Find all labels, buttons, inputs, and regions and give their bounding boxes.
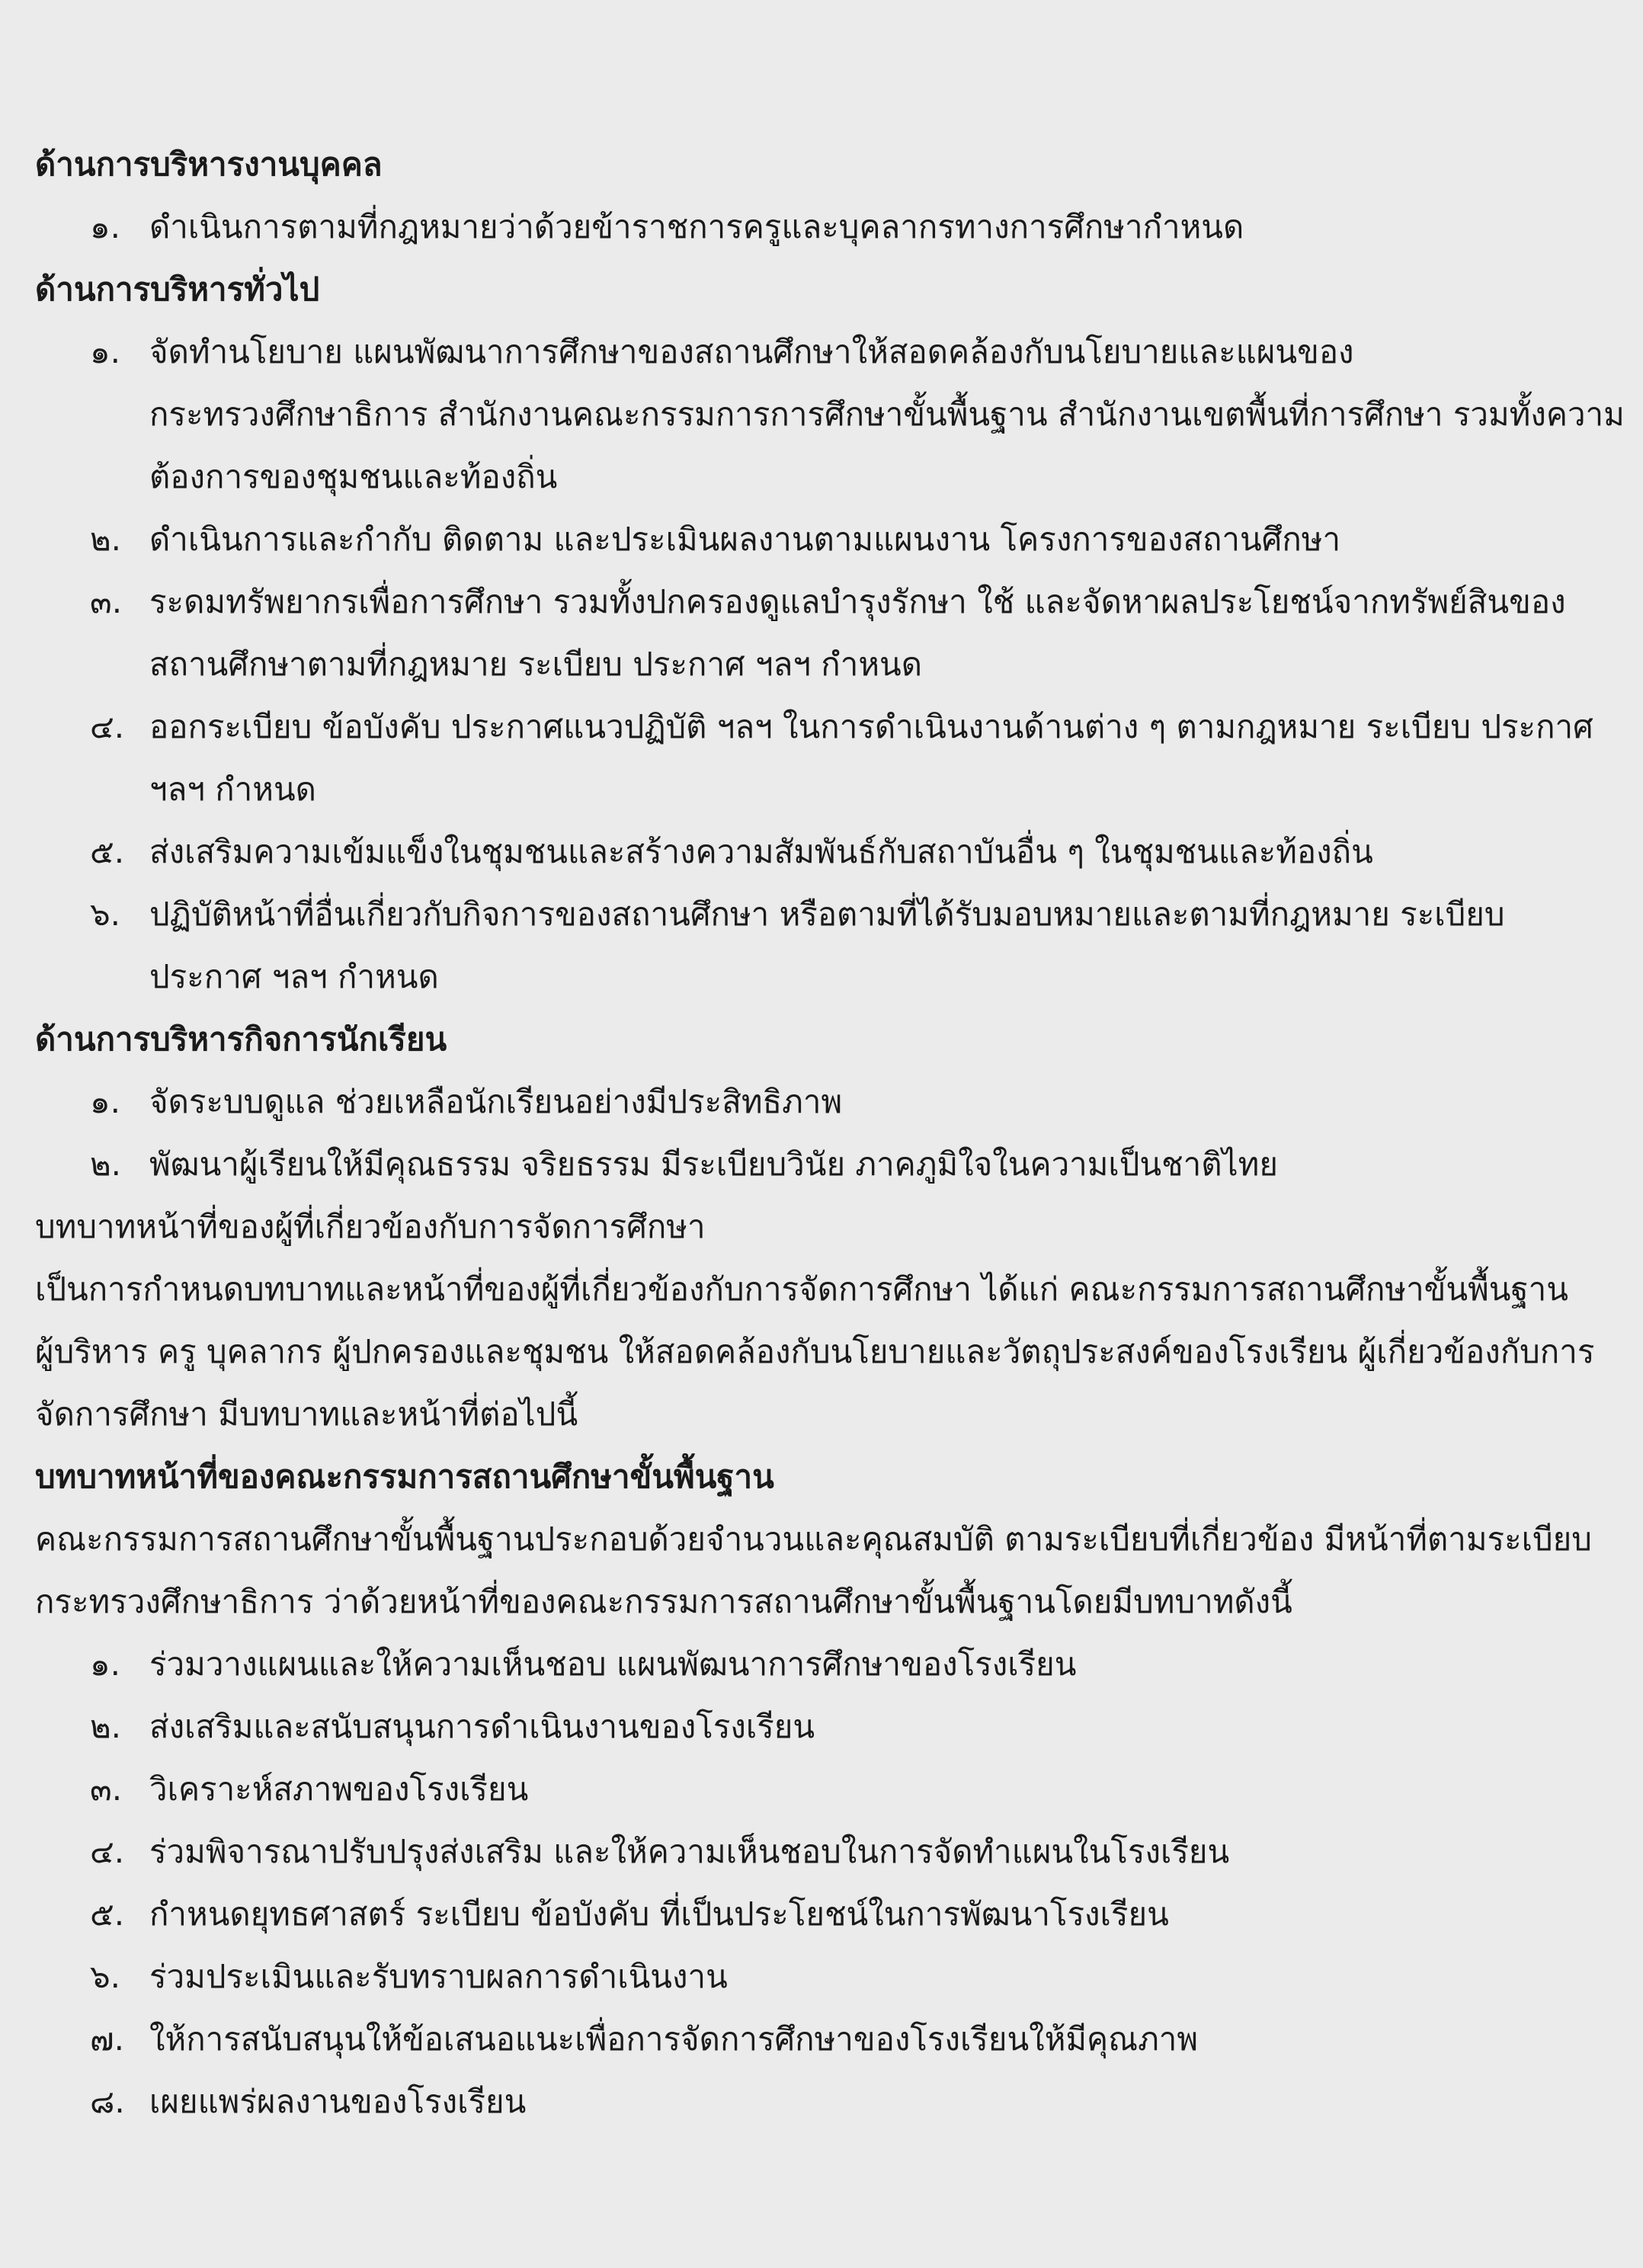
- item-text: ร่วมวางแผนและให้ความเห็นชอบ แผนพัฒนาการศึกษาของโรงเรียน: [149, 1645, 1077, 1683]
- board-item-2: [0, 1696, 1643, 1758]
- item-number: ๔.: [90, 708, 125, 745]
- item-text: ออกระเบียบ ข้อบังคับ ประกาศแนวปฏิบัติ ฯลฯ ในการดำเนินงานด้านต่าง ๆ ตามกฎหมาย ระเบียบ ประกาศ: [149, 708, 1593, 745]
- board-paragraph-line-2: กระทรวงศึกษาธิการ ว่าด้วยหน้าที่ของคณะกรรมการสถานศึกษาขั้นพื้นฐานโดยมีบทบาทดังนี้: [35, 1583, 1292, 1620]
- item-number: ๒.: [90, 1145, 122, 1183]
- general-item-4-cont-1: ฯลฯ กำหนด: [149, 770, 316, 808]
- item-number: ๒.: [90, 521, 122, 558]
- roles-title: บทบาทหน้าที่ของผู้ที่เกี่ยวข้องกับการจัดการศึกษา: [35, 1208, 706, 1245]
- item-text: ระดมทรัพยากรเพื่อการศึกษา รวมทั้งปกครองดูแลบำรุงรักษา ใช้ และจัดหาผลประโยชน์จากทรัพย์สินของ: [149, 583, 1566, 620]
- item-number: ๑.: [90, 1083, 121, 1120]
- general-item-3-cont-1: สถานศึกษาตามที่กฎหมาย ระเบียบ ประกาศ ฯลฯ กำหนด: [149, 645, 922, 683]
- item-text: ดำเนินการและกำกับ ติดตาม และประเมินผลงานตามแผนงาน โครงการของสถานศึกษา: [149, 521, 1341, 558]
- general-item-1: [0, 321, 1643, 383]
- general-item-3: [0, 571, 1643, 633]
- item-number: ๖.: [90, 895, 121, 933]
- item-number: ๑.: [90, 1645, 121, 1683]
- item-number: ๕.: [90, 1895, 125, 1933]
- personnel-item-1: [0, 196, 1643, 258]
- heading-student-affairs: ด้านการบริหารกิจการนักเรียน: [35, 1020, 447, 1058]
- general-item-2: [0, 508, 1643, 571]
- board-item-3: [0, 1758, 1643, 1821]
- general-item-5: [0, 821, 1643, 883]
- board-item-8: [0, 2071, 1643, 2133]
- item-number: ๘.: [90, 2083, 125, 2120]
- item-number: ๑.: [90, 208, 121, 245]
- roles-paragraph-line-3: จัดการศึกษา มีบทบาทและหน้าที่ต่อไปนี้: [35, 1395, 578, 1433]
- item-text: พัฒนาผู้เรียนให้มีคุณธรรม จริยธรรม มีระเบียบวินัย ภาคภูมิใจในความเป็นชาติไทย: [149, 1145, 1278, 1183]
- item-text: ร่วมพิจารณาปรับปรุงส่งเสริม และให้ความเห็นชอบในการจัดทำแผนในโรงเรียน: [149, 1833, 1230, 1870]
- item-text: ส่งเสริมและสนับสนุนการดำเนินงานของโรงเรียน: [149, 1708, 815, 1745]
- roles-paragraph-line-2: ผู้บริหาร ครู บุคลากร ผู้ปกครองและชุมชน ให้สอดคล้องกับนโยบายและวัตถุประสงค์ของโรงเรียน ผู้เกี่ยวข้องกับการ: [35, 1333, 1595, 1370]
- board-item-4: [0, 1821, 1643, 1883]
- item-text: ให้การสนับสนุนให้ข้อเสนอแนะเพื่อการจัดการศึกษาของโรงเรียนให้มีคุณภาพ: [149, 2020, 1199, 2058]
- heading-board: บทบาทหน้าที่ของคณะกรรมการสถานศึกษาขั้นพื้นฐาน: [35, 1458, 774, 1495]
- roles-paragraph-line-1: เป็นการกำหนดบทบาทและหน้าที่ของผู้ที่เกี่ยวข้องกับการจัดการศึกษา ได้แก่ คณะกรรมการสถานศึกษาขั้นพื้นฐาน: [35, 1270, 1568, 1308]
- item-number: ๖.: [90, 1958, 121, 1995]
- item-number: ๔.: [90, 1833, 125, 1870]
- general-item-1-cont-2: ต้องการของชุมชนและท้องถิ่น: [149, 458, 558, 495]
- general-item-4: [0, 696, 1643, 758]
- item-number: ๓.: [90, 583, 123, 620]
- general-item-1-cont-1: กระทรวงศึกษาธิการ สำนักงานคณะกรรมการการศึกษาขั้นพื้นฐาน สำนักงานเขตพื้นที่การศึกษา รวมทั้งความ: [149, 396, 1625, 433]
- student-item-1: [0, 1071, 1643, 1133]
- item-text: ปฏิบัติหน้าที่อื่นเกี่ยวกับกิจการของสถานศึกษา หรือตามที่ได้รับมอบหมายและตามที่กฎหมาย ระเบียบ: [149, 895, 1505, 933]
- item-number: ๗.: [90, 2020, 124, 2058]
- board-item-7: [0, 2008, 1643, 2071]
- student-item-2: [0, 1133, 1643, 1196]
- item-text: เผยแพร่ผลงานของโรงเรียน: [149, 2083, 527, 2120]
- general-item-6: [0, 883, 1643, 946]
- board-item-6: [0, 1946, 1643, 2008]
- item-number: ๓.: [90, 1770, 123, 1808]
- item-text: วิเคราะห์สภาพของโรงเรียน: [149, 1770, 529, 1808]
- item-text: จัดระบบดูแล ช่วยเหลือนักเรียนอย่างมีประสิทธิภาพ: [149, 1083, 843, 1120]
- board-paragraph-line-1: คณะกรรมการสถานศึกษาขั้นพื้นฐานประกอบด้วยจำนวนและคุณสมบัติ ตามระเบียบที่เกี่ยวข้อง มีหน้าที่ตามระเบียบ: [35, 1520, 1592, 1558]
- item-text: กำหนดยุทธศาสตร์ ระเบียบ ข้อบังคับ ที่เป็นประโยชน์ในการพัฒนาโรงเรียน: [149, 1895, 1169, 1933]
- item-text: ส่งเสริมความเข้มแข็งในชุมชนและสร้างความสัมพันธ์กับสถาบันอื่น ๆ ในชุมชนและท้องถิ่น: [149, 833, 1373, 870]
- item-text: ดำเนินการตามที่กฎหมายว่าด้วยข้าราชการครูและบุคลากรทางการศึกษากำหนด: [149, 208, 1244, 245]
- item-number: ๒.: [90, 1708, 122, 1745]
- general-item-6-cont-1: ประกาศ ฯลฯ กำหนด: [149, 958, 439, 995]
- item-number: ๕.: [90, 833, 125, 870]
- item-text: จัดทำนโยบาย แผนพัฒนาการศึกษาของสถานศึกษาให้สอดคล้องกับนโยบายและแผนของ: [149, 333, 1354, 370]
- board-item-1: [0, 1633, 1643, 1696]
- board-item-5: [0, 1883, 1643, 1946]
- item-text: ร่วมประเมินและรับทราบผลการดำเนินงาน: [149, 1958, 728, 1995]
- heading-general: ด้านการบริหารทั่วไป: [35, 271, 320, 308]
- item-number: ๑.: [90, 333, 121, 370]
- heading-personnel: ด้านการบริหารงานบุคคล: [35, 146, 383, 183]
